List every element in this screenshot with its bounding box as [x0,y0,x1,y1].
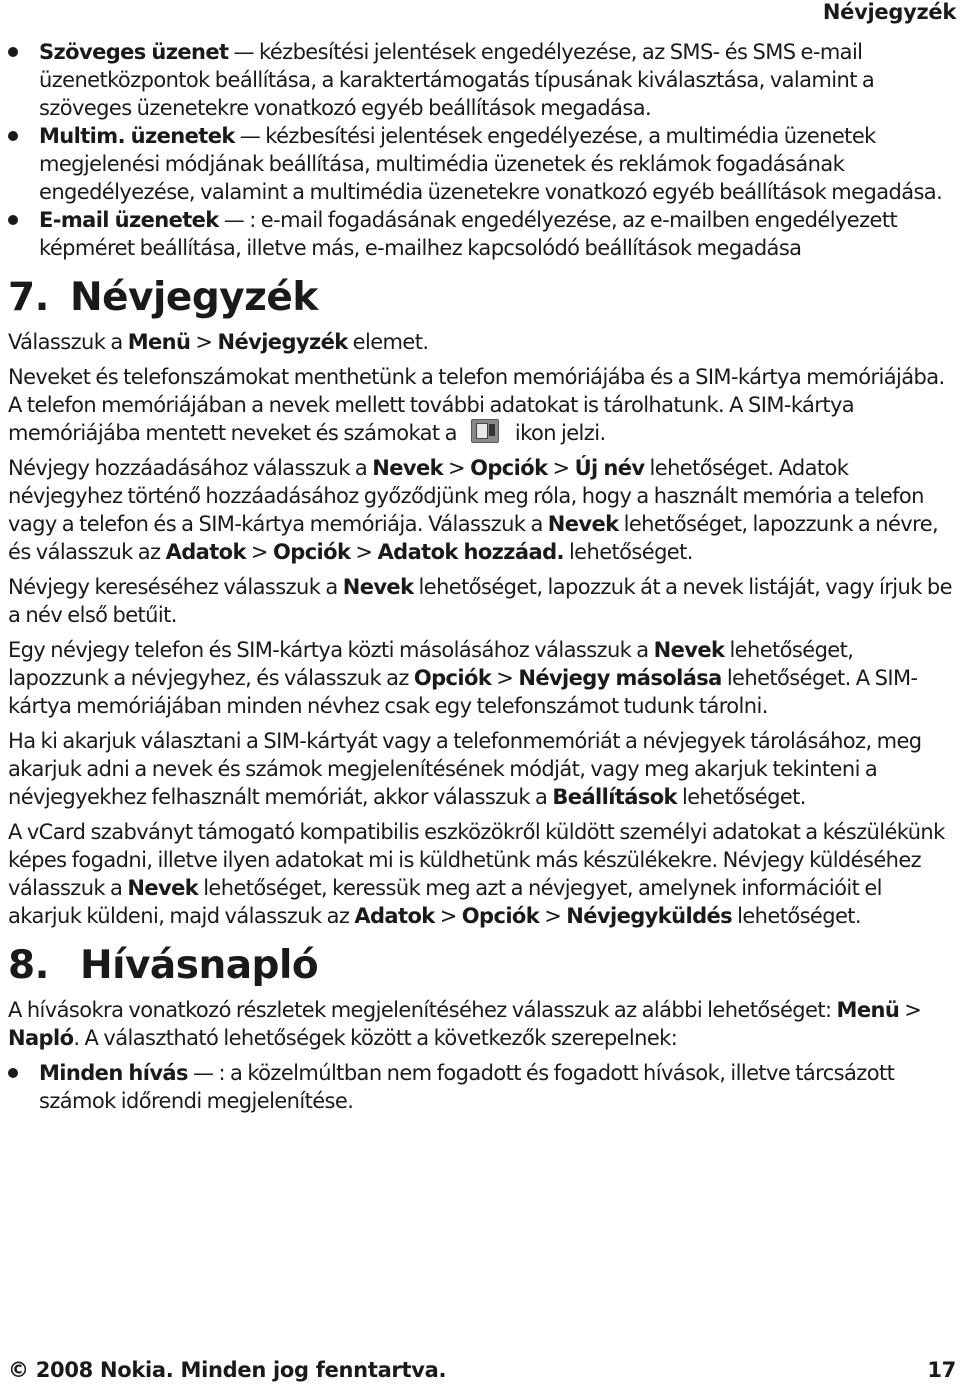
bullet-desc: : a közelmúltban nem fogadott és fogadott hívások, illetve tárcsázott számok időrendi megjelenítése. [39,1061,895,1113]
section-number: 8. [8,943,49,988]
em-dash: — [192,1061,214,1085]
list-item [8,38,954,122]
text: lehetőséget. [676,785,806,809]
bullet-term: Multim. üzenetek [39,124,235,148]
bullet-icon [8,1068,18,1078]
text: lehetőséget. [732,904,862,928]
page-number: 17 [927,1358,956,1382]
path-sep: > [350,540,378,564]
paragraph [8,996,954,1052]
text: Névjegy hozzáadásához válasszuk a [8,456,373,480]
text: Ha ki akarjuk választani a SIM-kártyát vagy a telefonmemóriát a névjegyek tárolásához, meg akarjuk adni a nevek és számok megjelenítésének módját, vagy meg akarjuk tekinteni a névjegyekhez felhasznált memóriát, akkor válasszuk a [8,729,922,809]
text: lehetőséget. Adatok névjegyhez történő hozzáadásához győződjünk meg róla, hogy a használt memória a telefon vagy a telefon és a SIM-kártya memóriája. Válasszuk a [8,456,924,536]
copyright: © 2008 Nokia. Minden jog fenntartva. [8,1358,447,1382]
menu-path: Névjegy másolása [518,666,722,690]
text: lehetőséget, lapozzuk át a nevek listáját, vagy írjuk be a név első betűit. [8,575,952,627]
text: A vCard szabványt támogató kompatibilis eszközökről küldött személyi adatokat a készülékünk képes fogadni, illetve ilyen adatokat mi is küldhetünk más készülékekre. Névjegy küldéséhez válasszuk a [8,820,945,900]
sim-card-icon [471,419,499,443]
menu-path: Opciók [461,904,540,928]
path-sep: > [434,904,462,928]
bullet-icon [8,47,18,57]
list-item [8,206,954,262]
menu-path: Adatok [354,904,435,928]
menu-path: Adatok hozzáad. [377,540,564,564]
text: Válasszuk a [8,330,128,354]
bullet-term: Minden hívás [39,1061,188,1085]
path-sep: > [899,998,922,1022]
section-title: Hívásnapló [80,943,319,988]
menu-path: Opciók [470,456,548,480]
em-dash: — [223,208,245,232]
path-sep: > [442,456,471,480]
settings-bullet-list [8,38,954,262]
paragraph [8,727,954,811]
path-sep: > [539,904,567,928]
menu-path: Menü [836,998,900,1022]
menu-path: Névjegyküldés [566,904,733,928]
bullet-desc: kézbesítési jelentések engedélyezése, az SMS- és SMS e-mail üzenetközpontok beállítása, a karaktertámogatás típusának kiválasztása, valamint a szöveges üzenetekre vonatkozó egyéb beállítások megadása. [39,40,875,120]
page-content [8,38,954,1115]
menu-path: Nevek [127,876,199,900]
section-title: Névjegyzék [70,275,318,320]
em-dash: — [239,124,261,148]
list-item [8,122,954,206]
path-sep: > [245,540,274,564]
page-footer [8,1358,956,1382]
menu-path: Opciók [413,666,492,690]
section-number: 7. [8,275,49,320]
menu-path: Nevek [547,512,619,536]
menu-path: Napló [8,1026,74,1050]
text: Egy névjegy telefon és SIM-kártya közti másolásához válasszuk a [8,638,654,662]
menu-path: Nevek [653,638,725,662]
paragraph [8,454,954,566]
menu-path: Új név [574,456,645,480]
section-heading-8 [8,942,954,990]
path-sep: > [491,666,519,690]
paragraph [8,363,954,447]
path-sep: > [547,456,575,480]
text: elemet. [347,330,429,354]
bullet-term: E-mail üzenetek [39,208,219,232]
text: A hívásokra vonatkozó részletek megjelenítéséhez válasszuk az alábbi lehetőséget: [8,998,837,1022]
list-item [8,1059,954,1115]
paragraph [8,328,954,356]
text: Neveket és telefonszámokat menthetünk a telefon memóriájába és a SIM-kártya memóriájába. A telefon memóriájában a nevek mellett további adatokat is tárolhatunk. A SIM-kártya memóriájába mentett neveket és számokat a [8,365,945,445]
call-log-bullet-list [8,1059,954,1115]
text: lehetőséget, keressük meg azt a névjegyet, amelynek információit el akarjuk küldeni, majd válasszuk az [8,876,882,928]
text: lehetőséget. [563,540,693,564]
menu-path: Nevek [342,575,414,599]
menu-path: Névjegyzék [217,330,348,354]
path-sep: > [190,330,218,354]
paragraph [8,573,954,629]
paragraph [8,636,954,720]
menu-path: Menü [127,330,191,354]
text: lehetőséget, lapozzunk a névre, és válasszuk az [8,512,939,564]
bullet-icon [8,215,18,225]
text: ikon jelzi. [514,421,606,445]
bullet-term: Szöveges üzenet [39,40,229,64]
em-dash: — [233,40,254,64]
text: lehetőséget, lapozzunk a névjegyhez, és válasszuk az [8,638,854,690]
running-head: Névjegyzék [822,0,956,24]
bullet-icon [8,131,18,141]
paragraph [8,818,954,930]
text: lehetőséget. A SIM-kártya memóriájában minden névhez csak egy telefonszámot tudunk tárolni. [8,666,918,718]
text: Névjegy kereséséhez válasszuk a [8,575,343,599]
menu-path: Adatok [165,540,246,564]
menu-path: Nevek [372,456,443,480]
bullet-desc: kézbesítési jelentések engedélyezése, a multimédia üzenetek megjelenési módjának beállítása, multimédia üzenetek és reklámok fogadásának engedélyezése, valamint a multimédia üzenetekre vonatkozó egyéb beállítások megadása. [39,124,943,204]
menu-path: Beállítások [552,785,677,809]
bullet-desc: : e-mail fogadásának engedélyezése, az e-mailben engedélyezett képméret beállítása, illetve más, e-mailhez kapcsolódó beállítások megadása [39,208,898,260]
menu-path: Opciók [273,540,351,564]
section-heading-7 [8,274,954,322]
text: . A választható lehetőségek között a következők szerepelnek: [73,1026,678,1050]
